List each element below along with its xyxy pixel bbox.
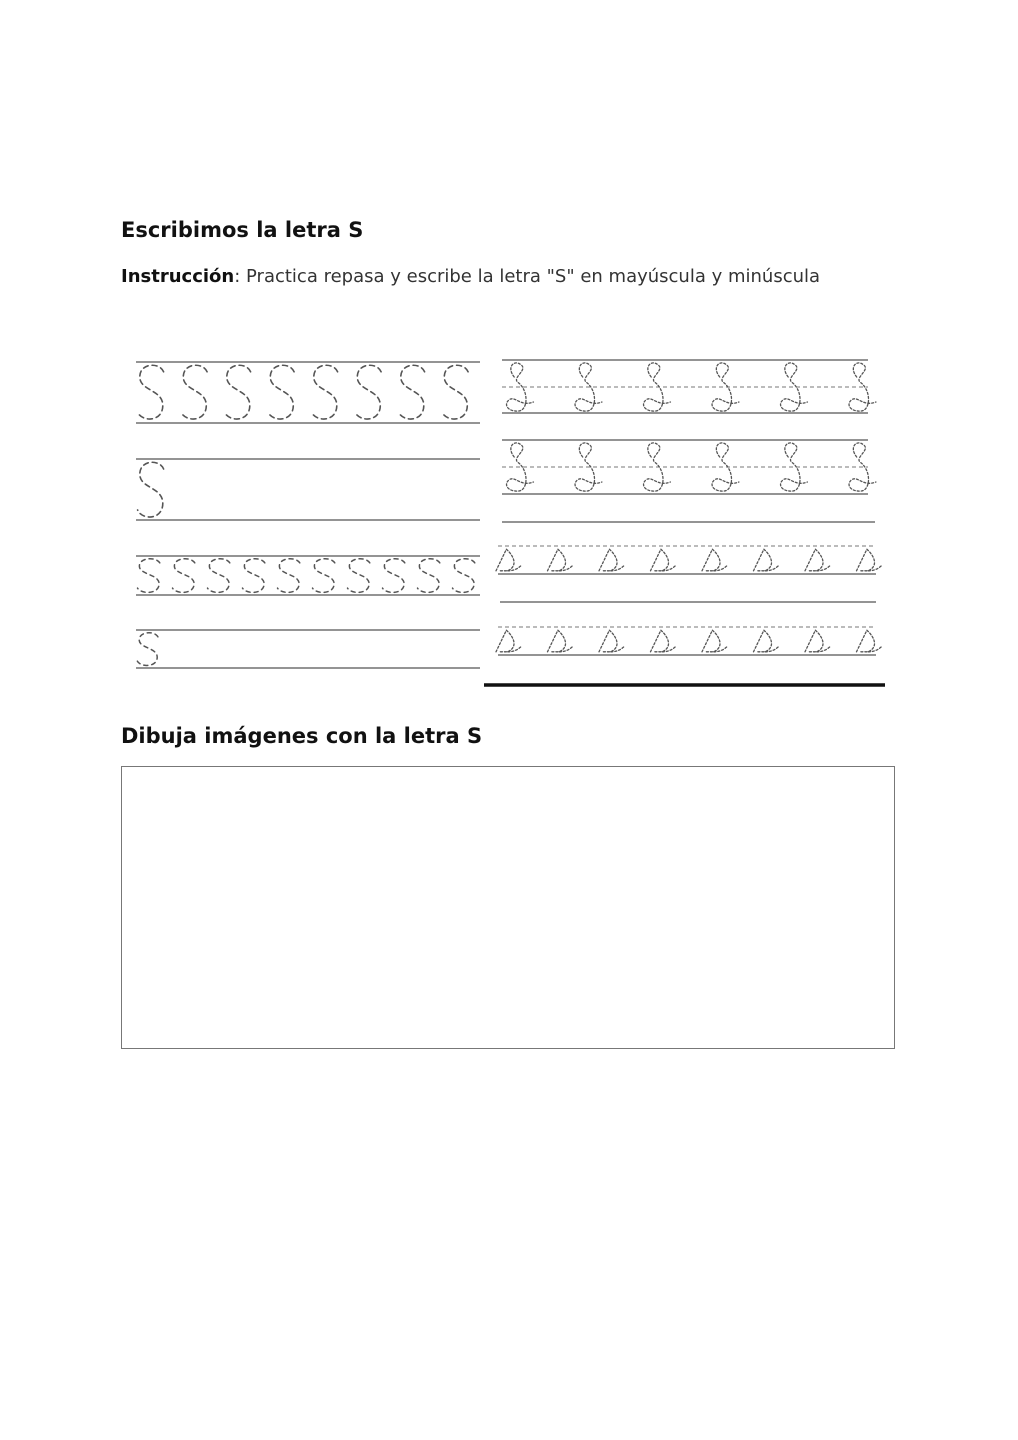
print-lower-trace-row <box>138 559 475 593</box>
print-lower-model-letter <box>137 633 158 666</box>
trace-letter <box>138 462 164 517</box>
trace-letter <box>348 559 370 593</box>
trace-letter <box>548 549 574 571</box>
print-upper-model-letter <box>138 462 164 517</box>
cursive-guide-lines <box>498 360 876 655</box>
trace-letter <box>599 549 625 571</box>
trace-letter <box>651 549 677 571</box>
trace-letter <box>313 559 335 593</box>
drawing-section-title[interactable]: Dibuja imágenes con la letra S <box>121 724 483 748</box>
trace-letter <box>208 559 230 593</box>
cursive-lower-trace-row <box>496 630 883 652</box>
trace-letter <box>137 633 158 666</box>
trace-letter <box>418 559 440 593</box>
page-title: Escribimos la letra S <box>121 218 364 242</box>
trace-letter <box>805 549 831 571</box>
trace-letter <box>138 365 164 419</box>
instruction-label: Instrucción <box>121 266 235 287</box>
trace-letter <box>496 630 522 652</box>
trace-letter <box>442 365 468 419</box>
cursive-lower-trace-row <box>496 549 883 571</box>
trace-letter <box>383 559 405 593</box>
trace-letter <box>754 549 780 571</box>
trace-letter <box>225 365 251 419</box>
trace-letter <box>312 365 338 419</box>
trace-letter <box>453 559 475 593</box>
trace-letter <box>805 630 831 652</box>
trace-letter <box>857 630 883 652</box>
trace-letter <box>278 559 300 593</box>
trace-letter <box>548 630 574 652</box>
trace-letter <box>702 630 728 652</box>
trace-letter <box>599 630 625 652</box>
trace-letter <box>173 559 195 593</box>
print-upper-trace-row <box>138 365 469 419</box>
instruction-text: : Practica repasa y escribe la letra "S" en mayúscula y minúscula <box>234 266 821 287</box>
trace-letter <box>355 365 381 419</box>
trace-letter <box>651 630 677 652</box>
cursive-midlines <box>498 387 876 627</box>
trace-letter <box>496 549 522 571</box>
trace-letter <box>138 559 160 593</box>
trace-letter <box>857 549 883 571</box>
trace-letter <box>243 559 265 593</box>
trace-letter <box>399 365 425 419</box>
drawing-box[interactable] <box>121 766 895 1049</box>
trace-letter <box>268 365 294 419</box>
trace-letter <box>181 365 207 419</box>
trace-letter <box>754 630 780 652</box>
print-guide-lines <box>136 362 480 668</box>
trace-letter <box>702 549 728 571</box>
